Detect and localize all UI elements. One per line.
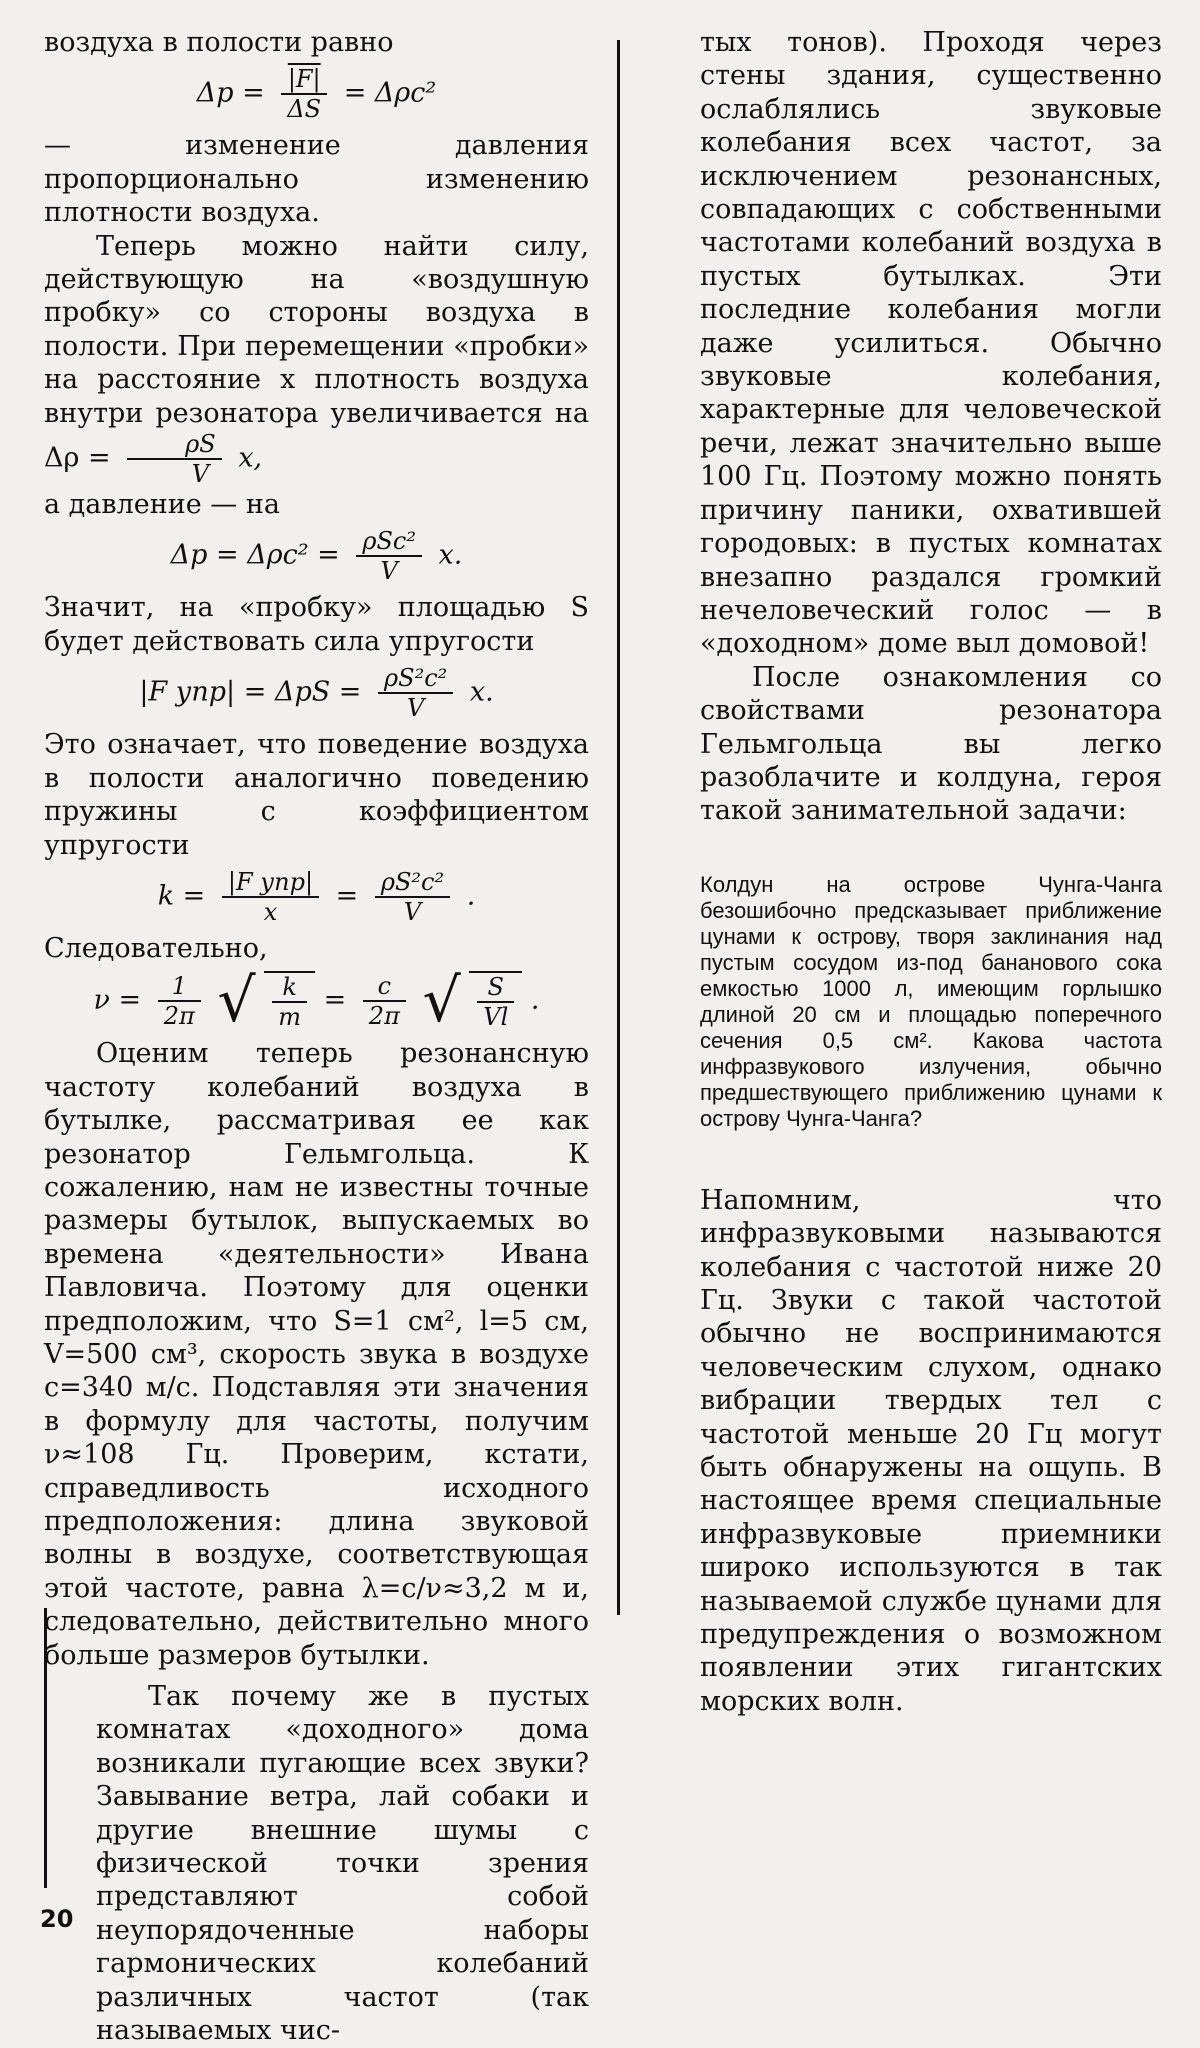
fraction: $\frac{k}{m}$: [272, 973, 307, 1031]
fraction: $\frac{\text{ρS²c²}}{V}$: [375, 868, 450, 926]
fraction: $\frac{S}{Vl}$: [477, 973, 514, 1031]
sqrt-symbol: √: [422, 966, 461, 1037]
paragraph: Значит, на «пробку» площадью S будет действовать сила упругости: [44, 592, 589, 657]
sqrt-symbol: √: [217, 966, 256, 1037]
paragraph: Это означает, что поведение воздуха в полости аналогично поведению пружины с коэффициентом упругости: [44, 729, 589, 861]
problem-box: Колдун на острове Чунга-Чанга безошибочно предсказывает приближение цунами к острову, творя заклинания над пустым сосудом из-под бананового сока емкостью 1000 л, имеющим горлышко длиной 20 см и площадью поперечного сечения 0,5 см². Какова частота инфразвукового излучения, обычно предшествующего приближению цунами к острову Чунга-Чанга?: [700, 871, 1162, 1131]
fraction: $\frac{|F|}{\Delta S}$: [281, 65, 327, 123]
paragraph: Напомним, что инфразвуковыми называются колебания с частотой ниже 20 Гц. Звуки с такой частотой обычно не воспринимаются человеческим слухом, однако вибрации твердых тел с частотой меньше 20 Гц могут быть обнаружены на ощупь. В настоящее время специальные инфразвуковые приемники широко используются в так называемой службе цунами для предупреждения о возможном появлении этих гигантских морских волн.: [700, 1184, 1162, 1717]
paragraph: — изменение давления пропорционально изменению плотности воздуха.: [44, 130, 589, 229]
formula-stiffness: k = $\frac{\text{|F упр|}}{x}$ = $\frac{\text{ρS²c²}}{V}$ .: [157, 867, 476, 926]
formula-elastic-force: |F упр| = ΔpS = $\frac{\text{ρS²c²}}{V}$ x.: [139, 664, 494, 723]
text-line: Следовательно,: [44, 932, 268, 964]
fraction: $\frac{\rho S}{V}$: [127, 430, 222, 488]
fraction: $\frac{\text{ρSc²}}{V}$: [356, 527, 422, 585]
text-line: а давление — на: [44, 489, 280, 521]
column-rule-top: [617, 40, 620, 1615]
right-column: [700, 26, 1162, 1718]
left-column: [44, 26, 589, 2048]
fraction: $\frac{\text{ρS²c²}}{V}$: [378, 664, 453, 722]
text-line: воздуха в полости равно: [44, 27, 394, 58]
formula-pressure-change: Δp = Δρc² = $\frac{\text{ρSc²}}{V}$ x.: [170, 527, 463, 586]
paragraph: тых тонов). Проходя через стены здания, существенно ослаблялись звуковые колебания всех частот, за исключением резонансных, совпадающих с собственными частотами колебаний воздуха в пустых бутылках. Эти последние колебания могли даже усилиться. Обычно звуковые колебания, характерные для человеческой речи, лежат значительно выше 100 Гц. Поэтому можно понять причину паники, охватившей городовых: в пустых комнатах внезапно раздался громкий нечеловеческий голос — в «доходном» доме выл домовой!: [700, 27, 1162, 660]
page-number: 20: [40, 1905, 74, 1933]
fraction: $\frac{\text{|F упр|}}{x}$: [222, 868, 319, 926]
paragraph: Оценим теперь резонансную частоту колебаний воздуха в бутылке, рассматривая ее как резонатор Гельмгольца. К сожалению, нам не известны точные размеры бутылок, выпускаемых во времена «деятельности» Ивана Павловича. Поэтому для оценки предположим, что S=1 см², l=5 см, V=500 см³, скорость звука в воздухе c=340 м/с. Подставляя эти значения в формулу для частоты, получим ν≈108 Гц. Проверим, кстати, справедливость исходного предположения: длина звуковой волны в воздухе, соответствующая этой частоте, равна λ=c/ν≈3,2 м и, следовательно, действительно много больше размеров бутылки.: [44, 1038, 589, 1671]
formula-pressure: Δp = $\frac{|F|}{\Delta S}$ = Δρc²: [196, 65, 437, 124]
fraction: $\frac{c}{2\pi}$: [363, 972, 406, 1030]
paragraph: После ознакомления со свойствами резонатора Гельмгольца вы легко разоблачите и колдуна, героя такой занимательной задачи:: [700, 661, 1162, 827]
paragraph: Так почему же в пустых комнатах «доходного» дома возникали пугающие всех звуки? Завывание ветра, лай собаки и другие внешние шумы с физической точки зрения представляют собой неупорядоченные наборы гармонических колебаний различных частот (так называемых чис-: [96, 1681, 589, 2047]
fraction: $\frac{1}{2\pi}$: [158, 972, 201, 1030]
formula-frequency: ν = $\frac{1}{2\pi}$ √ $\frac{k}{m}$ = $\frac{c}{2\pi}$ √ $\frac{S}{Vl}$ .: [93, 966, 540, 1037]
paragraph: Теперь можно найти силу, действующую на «воздушную пробку» со стороны воздуха в полости. При перемещении «пробки» на расстояние x плотность воздуха внутри резонатора увеличивается на Δρ = $\frac{\rho S}{V}$ x,: [44, 230, 589, 489]
